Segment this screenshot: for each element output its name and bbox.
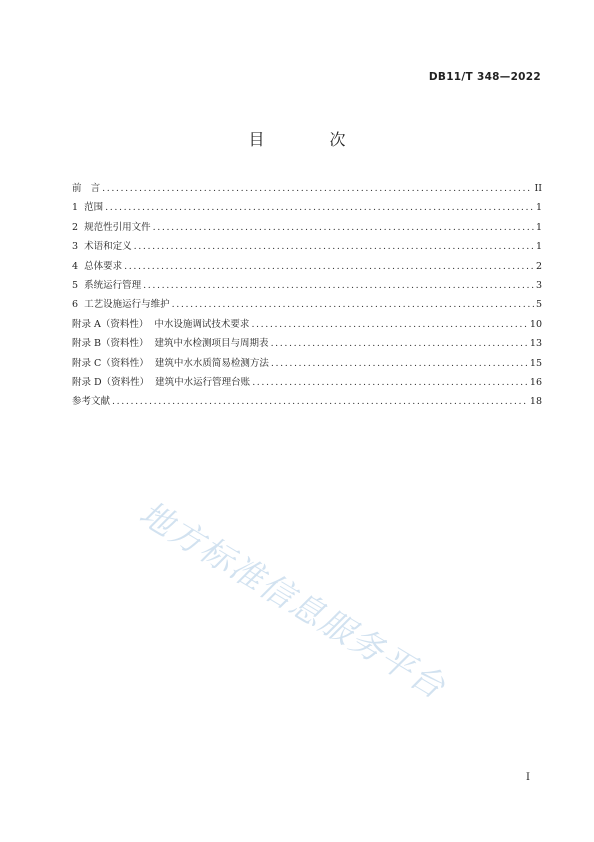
toc-entry-foreword[interactable] — [72, 179, 542, 198]
toc-number: 3 — [72, 241, 79, 253]
watermark: 地方标准信息服务平台 — [132, 493, 453, 707]
toc-page-number: 3 — [535, 279, 542, 291]
toc-number: 5 — [72, 279, 79, 291]
toc-page-number: 10 — [529, 318, 542, 330]
toc-number: 6 — [72, 299, 79, 311]
toc-page-number: 1 — [535, 221, 542, 233]
toc-entry-general-requirements[interactable] — [72, 257, 542, 276]
toc-leader-dots — [102, 179, 532, 198]
toc-entry-normative-references[interactable] — [72, 218, 542, 237]
toc-number: 附录 A — [72, 318, 101, 330]
toc-number: 参考文献 — [72, 396, 111, 408]
toc-number: 附录 D — [72, 376, 102, 388]
toc-entry-appendix-c[interactable] — [72, 354, 542, 373]
toc-leader-dots — [153, 218, 534, 237]
page-number: I — [526, 772, 530, 783]
toc-leader-dots — [143, 276, 534, 295]
toc-leader-dots — [271, 354, 528, 373]
toc-leader-dots — [124, 257, 534, 276]
toc-page-number: 18 — [529, 396, 542, 408]
toc-entry-system-operation[interactable] — [72, 276, 542, 295]
toc-leader-dots — [252, 373, 528, 392]
standard-code: DB11/T 348—2022 — [428, 71, 541, 83]
toc-label: （资料性） 建筑中水检测项目与周期表 — [101, 338, 269, 350]
toc-page-number: 16 — [529, 376, 542, 388]
toc-page-number: 1 — [535, 202, 542, 214]
toc-label: 范围 — [78, 202, 104, 214]
toc-page-number: 5 — [535, 299, 542, 311]
toc-number: 4 — [72, 260, 79, 272]
toc-leader-dots — [105, 198, 534, 217]
toc-entry-bibliography[interactable] — [72, 392, 542, 411]
toc-number: 附录 C — [72, 357, 102, 369]
toc-label: （资料性） 中水设施调试技术要求 — [100, 318, 250, 330]
toc-leader-dots — [251, 315, 527, 334]
table-of-contents — [72, 179, 542, 412]
toc-number: 2 — [72, 221, 79, 233]
toc-label: 规范性引用文件 — [78, 221, 151, 233]
toc-page-number: 15 — [529, 357, 542, 369]
toc-entry-scope[interactable] — [72, 198, 542, 217]
toc-leader-dots — [134, 237, 534, 256]
toc-page-number: 2 — [535, 260, 542, 272]
toc-entry-process-facilities[interactable] — [72, 295, 542, 314]
toc-page-number: 13 — [529, 338, 542, 350]
toc-entry-terms-definitions[interactable] — [72, 237, 542, 256]
toc-label: （资料性） 建筑中水水质简易检测方法 — [101, 357, 269, 369]
toc-number: 1 — [72, 202, 79, 214]
toc-page-number: II — [534, 183, 542, 194]
toc-leader-dots — [271, 334, 528, 353]
toc-entry-appendix-a[interactable] — [72, 315, 542, 334]
toc-entry-appendix-b[interactable] — [72, 334, 542, 353]
toc-entry-appendix-d[interactable] — [72, 373, 542, 392]
page-title: 目 次 — [248, 130, 376, 149]
toc-label: （资料性） 建筑中水运行管理台账 — [101, 376, 251, 388]
toc-label: 术语和定义 — [78, 241, 132, 253]
toc-number: 前 — [72, 183, 82, 194]
toc-page-number: 1 — [535, 241, 542, 253]
toc-label: 总体要求 — [78, 260, 123, 272]
toc-number: 附录 B — [72, 338, 102, 350]
toc-label: 系统运行管理 — [78, 279, 142, 291]
toc-label: 工艺设施运行与维护 — [78, 299, 170, 311]
toc-leader-dots — [172, 295, 534, 314]
toc-leader-dots — [112, 392, 528, 411]
toc-label: 言 — [81, 183, 101, 194]
